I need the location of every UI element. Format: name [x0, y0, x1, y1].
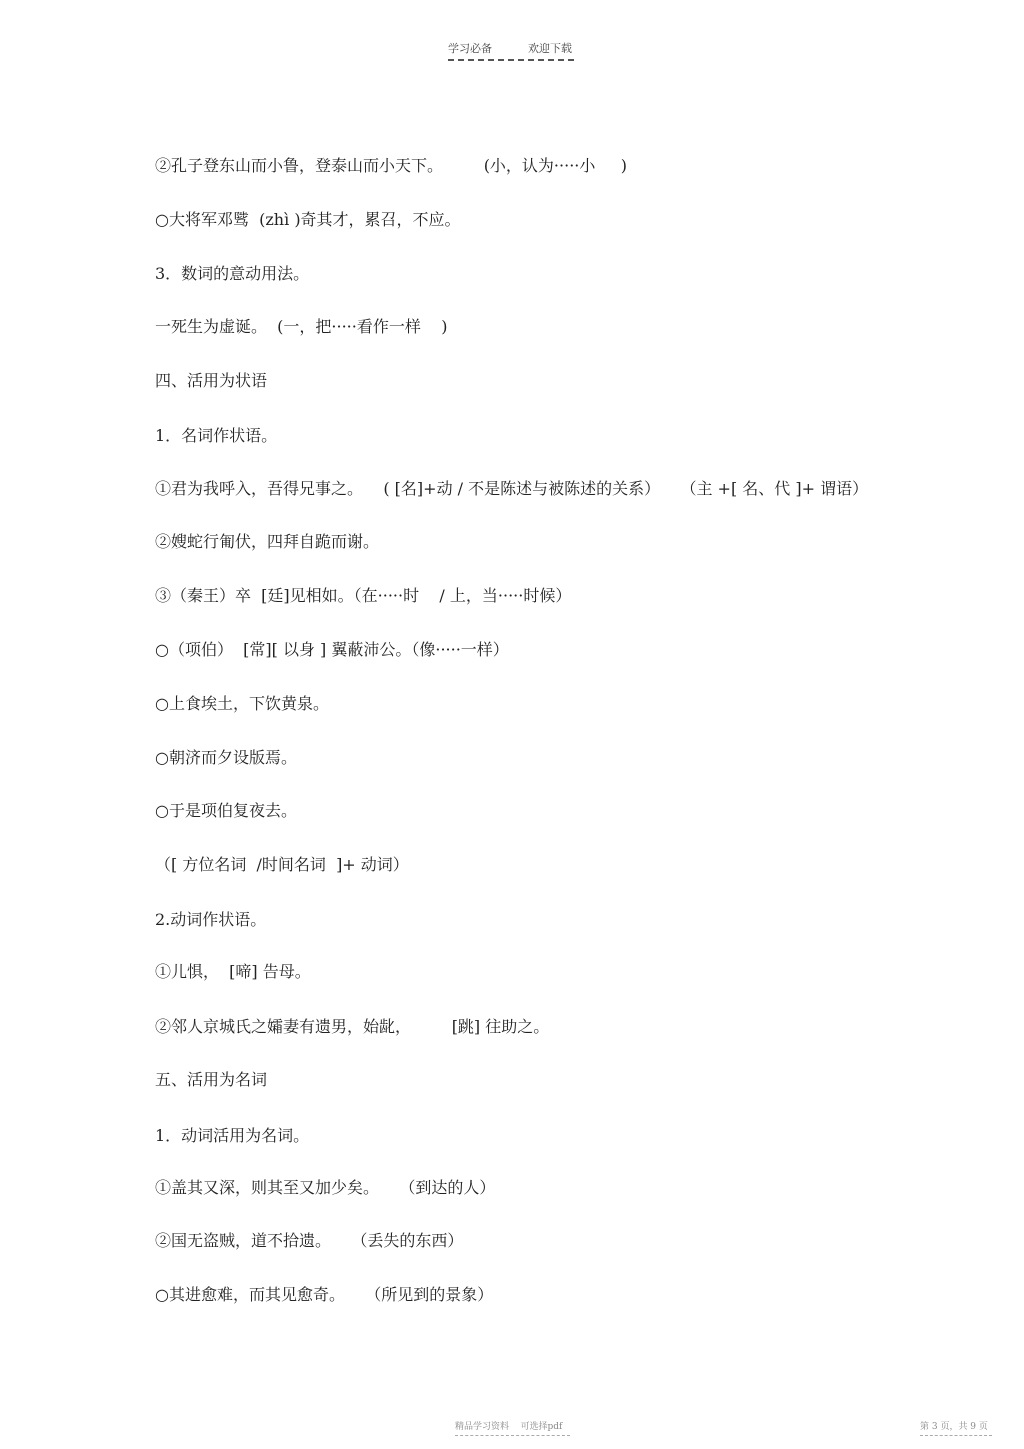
text-line: （[ 方位名词 /时间名词 ]+ 动词）	[155, 855, 409, 874]
section-heading: 五、活用为名词	[155, 1070, 268, 1089]
text-line: ②邻人京城氏之孀妻有遗男，始龀， [跳] 往助之。	[155, 1017, 550, 1036]
text-line: ○朝济而夕设版焉。	[155, 748, 297, 767]
text-line: 1．名词作状语。	[155, 426, 278, 445]
text-line: ②国无盗贼，道不拾遗。 （丢失的东西）	[155, 1231, 464, 1250]
header-left-text: 学习必备	[448, 42, 492, 55]
footer-page-number: 第 3 页，共 9 页	[920, 1422, 988, 1432]
text-line: 2.动词作状语。	[155, 910, 267, 929]
header-divider	[448, 59, 574, 61]
text-line: ○其进愈难，而其见愈奇。 （所见到的景象）	[155, 1285, 494, 1304]
text-line: ○上食埃土，下饮黄泉。	[155, 694, 329, 713]
text-line: ①儿惧， [啼] 告母。	[155, 962, 311, 981]
text-line: ①盖其又深，则其至又加少矣。 （到达的人）	[155, 1178, 496, 1197]
text-line: 3．数词的意动用法。	[155, 264, 310, 283]
section-heading: 四、活用为状语	[155, 371, 268, 390]
footer-divider-left	[455, 1435, 570, 1436]
text-line: ①君为我呼入，吾得兄事之。 ( [名]+动 / 不是陈述与被陈述的关系） （主 +[ 名、代 ]+ 谓语）	[155, 479, 869, 498]
text-line: ③（秦王）卒 [廷]见相如。（在·····时 / 上，当·····时候）	[155, 586, 572, 605]
text-line: 一死生为虚诞。 (一，把·····看作一样 )	[155, 317, 448, 336]
text-line: ○（项伯） [常][ 以身 ] 翼蔽沛公。（像·····一样）	[155, 640, 509, 659]
text-line: 1．动词活用为名词。	[155, 1126, 310, 1145]
footer-divider-right	[920, 1435, 992, 1436]
text-line: ○大将军邓骘 (zhì )奇其才，累召，不应。	[155, 210, 461, 229]
text-line: ②孔子登东山而小鲁，登泰山而小天下。 (小，认为·····小 )	[155, 156, 628, 175]
text-line: ○于是项伯复夜去。	[155, 801, 297, 820]
footer-left-text: 精品学习资料 可选择pdf	[455, 1422, 563, 1432]
text-line: ②嫂蛇行匍伏，四拜自跪而谢。	[155, 532, 380, 551]
header-right-text: 欢迎下载	[528, 42, 572, 55]
